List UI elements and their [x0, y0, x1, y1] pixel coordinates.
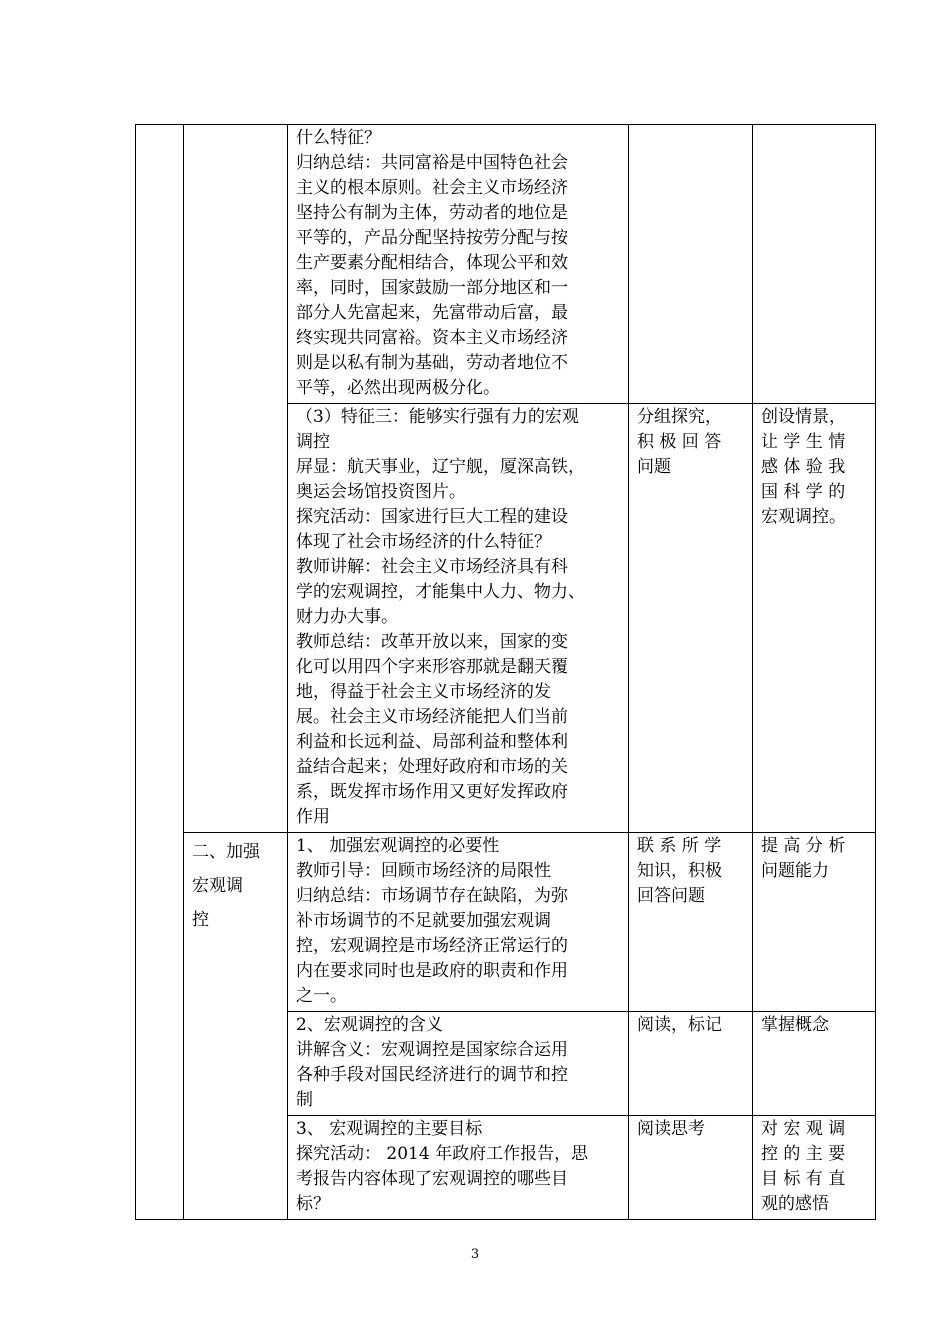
section-title-line: 宏观调 [192, 876, 243, 896]
text-line: 平等，必然出现两极分化。 [296, 378, 500, 398]
content-cell [288, 833, 629, 1012]
design-intent-cell [753, 1012, 876, 1116]
text-line: 率，同时，国家鼓励一部分地区和一 [296, 278, 568, 298]
text-line: 探究活动： 2014 年政府工作报告，思 [296, 1144, 589, 1164]
text-line: 补市场调节的不足就要加强宏观调 [296, 911, 551, 931]
text-line: 考报告内容体现了宏观调控的哪些目 [296, 1169, 568, 1189]
design-intent-cell [753, 125, 876, 404]
text-line: 感 体 验 我 [761, 457, 846, 477]
text-line: 1、 加强宏观调控的必要性 [296, 836, 500, 856]
text-line: 探究活动：国家进行巨大工程的建设 [296, 507, 568, 527]
text-line: 问题能力 [761, 861, 829, 881]
text-line: 知识，积极 [637, 861, 722, 881]
text-line: 各种手段对国民经济进行的调节和控 [296, 1065, 568, 1085]
table-row [136, 125, 876, 404]
text-line: 观的感悟 [761, 1194, 829, 1214]
text-line: 调控 [296, 432, 330, 452]
table-row [136, 833, 876, 1012]
section-title-cell [184, 833, 288, 1220]
text-line: 讲解含义：宏观调控是国家综合运用 [296, 1040, 568, 1060]
text-line: 控 的 主 要 [761, 1144, 846, 1164]
text-line: 作用 [296, 807, 330, 827]
text-line: 系，既发挥市场作用又更好发挥政府 [296, 782, 568, 802]
lesson-plan-table [135, 124, 876, 1220]
student-activity-cell [629, 833, 753, 1012]
text-line: 奥运会场馆投资图片。 [296, 482, 466, 502]
text-line: 教师讲解：社会主义市场经济具有科 [296, 557, 568, 577]
text-line: 展。社会主义市场经济能把人们当前 [296, 707, 568, 727]
text-line: 回答问题 [637, 886, 705, 906]
text-line: 2、宏观调控的含义 [296, 1015, 443, 1035]
content-cell [288, 125, 629, 404]
text-line: 阅读，标记 [637, 1015, 722, 1035]
text-line: 对 宏 观 调 [761, 1119, 846, 1139]
text-line: 则是以私有制为基础，劳动者地位不 [296, 353, 568, 373]
text-line: 内在要求同时也是政府的职责和作用 [296, 961, 568, 981]
text-line: 问题 [637, 457, 671, 477]
text-line: 宏观调控。 [761, 507, 846, 527]
text-line: 归纳总结：共同富裕是中国特色社会 [296, 153, 568, 173]
content-cell [288, 1116, 629, 1220]
text-line: 控，宏观调控是市场经济正常运行的 [296, 936, 568, 956]
text-line: 联 系 所 学 [637, 836, 722, 856]
text-line: 之一。 [296, 986, 347, 1006]
text-line: 学的宏观调控，才能集中人力、物力、 [296, 582, 585, 602]
text-line: 3、 宏观调控的主要目标 [296, 1119, 483, 1139]
content-cell [288, 404, 629, 833]
content-cell [288, 1012, 629, 1116]
text-line: 归纳总结：市场调节存在缺陷，为弥 [296, 886, 568, 906]
design-intent-cell [753, 1116, 876, 1220]
text-line: 益结合起来；处理好政府和市场的关 [296, 757, 568, 777]
text-line: 主义的根本原则。社会主义市场经济 [296, 178, 568, 198]
section-title-line: 控 [192, 910, 209, 930]
text-line: 创设情景， [761, 407, 846, 427]
text-line: 制 [296, 1090, 313, 1110]
text-line: 国 科 学 的 [761, 482, 846, 502]
design-intent-cell [753, 404, 876, 833]
text-line: 坚持公有制为主体，劳动者的地位是 [296, 203, 568, 223]
text-line: 分组探究， [637, 407, 722, 427]
student-activity-cell [629, 1012, 753, 1116]
text-line: 财力办大事。 [296, 607, 398, 627]
student-activity-cell [629, 404, 753, 833]
text-line: 利益和长远利益、局部利益和整体利 [296, 732, 568, 752]
text-line: 让 学 生 情 [761, 432, 846, 452]
text-line: 体现了社会市场经济的什么特征？ [296, 532, 551, 552]
text-line: 部分人先富起来，先富带动后富，最 [296, 303, 568, 323]
text-line: 标？ [296, 1194, 330, 1214]
text-line: 生产要素分配相结合，体现公平和效 [296, 253, 568, 273]
blank-column-cell [136, 125, 184, 1220]
text-line: 什么特征？ [296, 128, 381, 148]
student-activity-cell [629, 1116, 753, 1220]
text-line: 地，得益于社会主义市场经济的发 [296, 682, 551, 702]
text-line: 教师总结：改革开放以来，国家的变 [296, 632, 568, 652]
text-line: （3）特征三：能够实行强有力的宏观 [296, 407, 579, 427]
text-line: 目 标 有 直 [761, 1169, 846, 1189]
student-activity-cell [629, 125, 753, 404]
text-line: 积 极 回 答 [637, 432, 722, 452]
design-intent-cell [753, 833, 876, 1012]
page-number: 3 [470, 1247, 480, 1262]
text-line: 屏显：航天事业，辽宁舰，厦深高铁， [296, 457, 585, 477]
text-line: 终实现共同富裕。资本主义市场经济 [296, 328, 568, 348]
text-line: 掌握概念 [761, 1015, 829, 1035]
text-line: 平等的，产品分配坚持按劳分配与按 [296, 228, 568, 248]
text-line: 化可以用四个字来形容那就是翻天覆 [296, 657, 568, 677]
section-cell [184, 125, 288, 833]
text-line: 教师引导：回顾市场经济的局限性 [296, 861, 551, 881]
text-line: 阅读思考 [637, 1119, 705, 1139]
section-title-line: 二、加强 [192, 842, 260, 862]
text-line: 提 高 分 析 [761, 836, 846, 856]
